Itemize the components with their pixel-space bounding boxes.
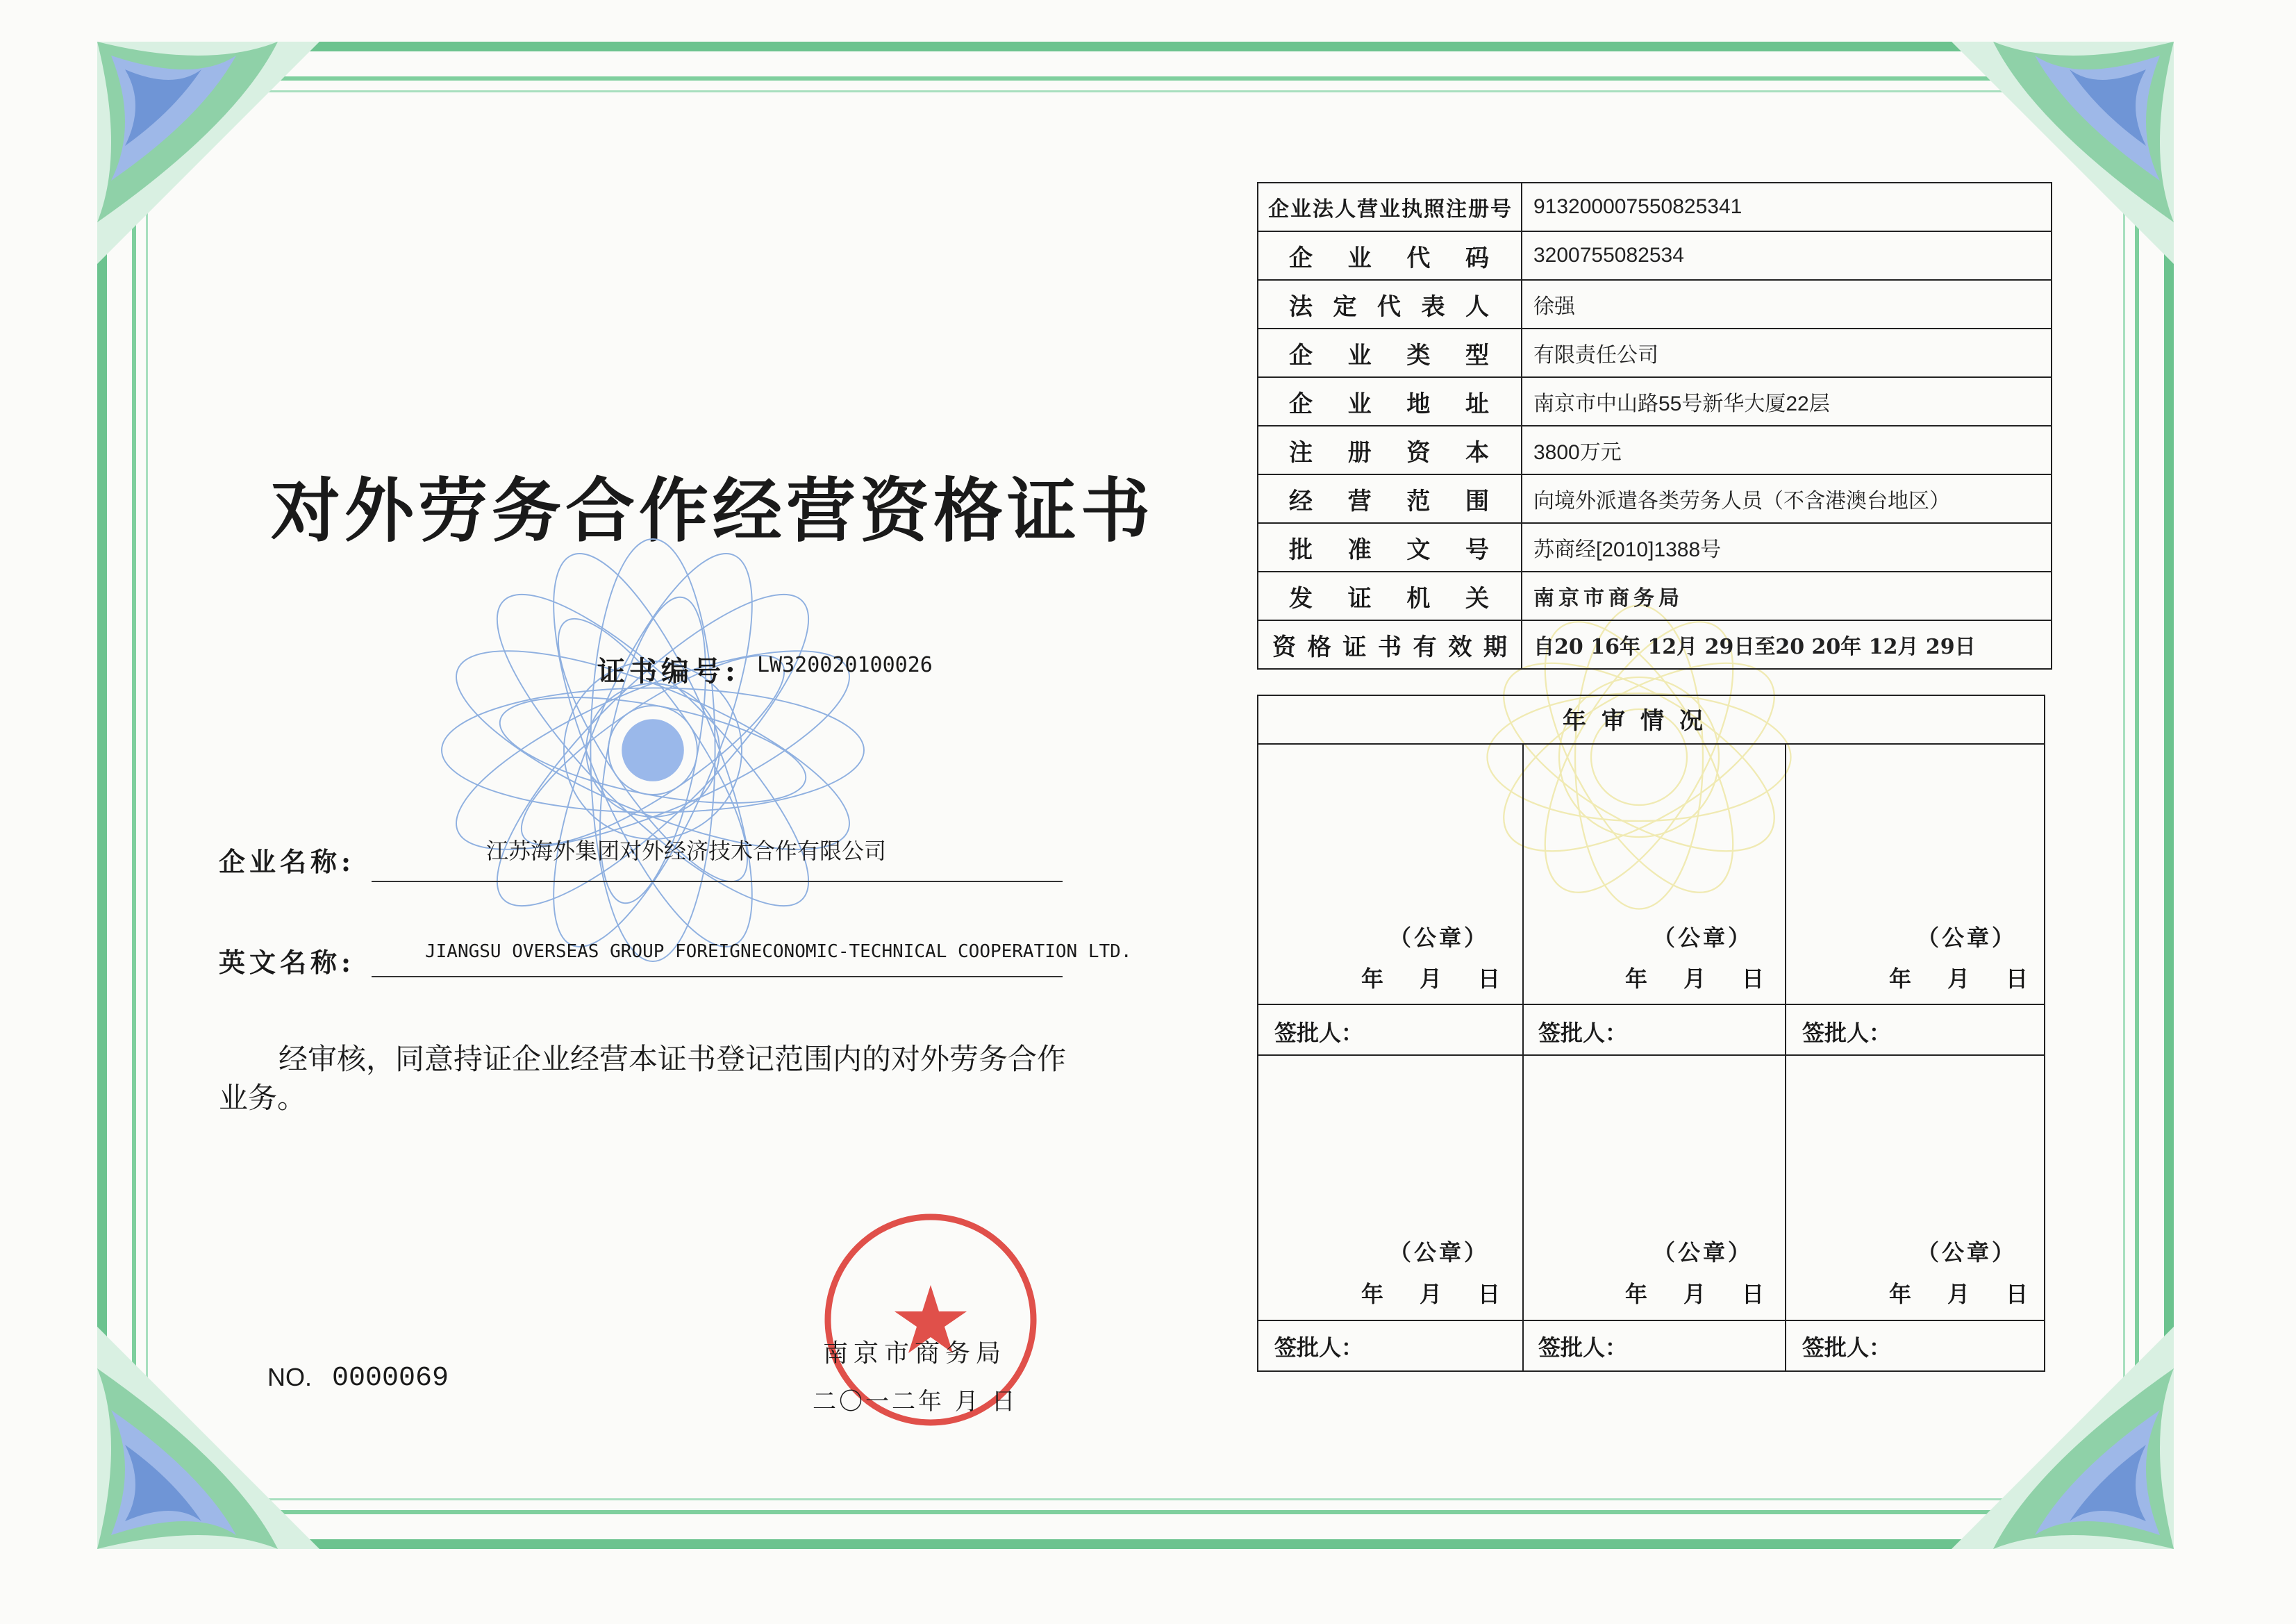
annual-grid-line <box>1257 743 2045 745</box>
info-value: 南京市中山路55号新华大厦22层 <box>1522 377 2052 426</box>
english-name-underline <box>372 976 1063 977</box>
certificate-title: 对外劳务合作经营资格证书 <box>271 470 1154 552</box>
date-label: 年月日 <box>1889 1281 2065 1307</box>
approval-statement: 经审核，同意持证企业经营本证书登记范围内的对外劳务合作业务。 <box>219 1044 1067 1115</box>
corner-ornament-top-left <box>97 42 319 264</box>
info-value: 苏商经[2010]1388号 <box>1522 523 2052 572</box>
info-label: 发证机关 <box>1258 572 1522 620</box>
seal-label: （公章） <box>1653 1239 1754 1266</box>
info-value: 有限责任公司 <box>1522 329 2052 377</box>
info-label: 企业法人营业执照注册号 <box>1258 183 1522 231</box>
table-row <box>1258 474 2052 523</box>
seal-label: （公章） <box>1389 925 1490 951</box>
approver-label: 签批人： <box>1274 1020 1364 1046</box>
cert-number-value: LW320020100026 <box>757 653 933 677</box>
annual-grid-line <box>1257 1004 2045 1005</box>
company-name-value: 江苏海外集团对外经济技术合作有限公司 <box>486 838 887 863</box>
date-label: 年月日 <box>1361 966 1537 992</box>
seal-label: （公章） <box>1653 925 1754 951</box>
info-label: 资格证书有效期 <box>1258 620 1522 669</box>
seal-label: （公章） <box>1389 1239 1490 1266</box>
table-row <box>1258 183 2052 231</box>
cert-number-label: 证书编号: <box>597 655 740 688</box>
annual-review-title: 年审情况 <box>1563 707 1718 735</box>
issue-date: 二〇一二年 月 日 <box>813 1388 1018 1416</box>
table-row <box>1258 620 2052 669</box>
info-value: 3800万元 <box>1522 426 2052 474</box>
company-name-underline <box>372 881 1063 882</box>
approver-label: 签批人： <box>1802 1334 1892 1361</box>
english-name-label: 英文名称: <box>219 947 356 978</box>
info-label: 企业地址 <box>1258 377 1522 426</box>
table-row <box>1258 329 2052 377</box>
seal-label: （公章） <box>1917 925 2018 951</box>
serial-number-value: 0000069 <box>332 1363 449 1394</box>
info-label: 企业类型 <box>1258 329 1522 377</box>
serial-number-label: NO. <box>267 1363 313 1391</box>
info-label: 法定代表人 <box>1258 280 1522 329</box>
approver-label: 签批人： <box>1538 1020 1628 1046</box>
info-value: 向境外派遣各类劳务人员（不含港澳台地区） <box>1522 474 2052 523</box>
enterprise-info-table <box>1257 182 2052 670</box>
table-row <box>1258 377 2052 426</box>
approver-label: 签批人： <box>1538 1334 1628 1361</box>
info-value: 南京市商务局 <box>1522 572 2052 620</box>
guilloche-rosette <box>431 528 875 972</box>
info-value: 自20 16年 12月 29日至20 20年 12月 29日 <box>1522 620 2052 669</box>
annual-review-box <box>1257 695 2045 1372</box>
approver-label: 签批人： <box>1274 1334 1364 1361</box>
info-value: 913200007550825341 <box>1522 183 2052 231</box>
annual-grid-line <box>1257 1054 2045 1056</box>
info-value: 3200755082534 <box>1522 231 2052 280</box>
date-label: 年月日 <box>1361 1281 1537 1307</box>
seal-label: （公章） <box>1917 1239 2018 1266</box>
corner-ornament-bottom-left <box>97 1327 319 1549</box>
company-name-label: 企业名称: <box>219 846 356 877</box>
info-label: 经营范围 <box>1258 474 1522 523</box>
table-row <box>1258 572 2052 620</box>
approver-label: 签批人： <box>1802 1020 1892 1046</box>
table-row <box>1258 523 2052 572</box>
table-row <box>1258 231 2052 280</box>
annual-grid-line <box>1257 1320 2045 1321</box>
issuer-name: 南京市商务局 <box>823 1339 1007 1368</box>
date-label: 年月日 <box>1625 966 1801 992</box>
date-label: 年月日 <box>1889 966 2065 992</box>
info-value: 徐强 <box>1522 280 2052 329</box>
english-name-value: JIANGSU OVERSEAS GROUP FOREIGNECONOMIC-TECHNICAL COOPERATION LTD. <box>425 941 1132 962</box>
table-row <box>1258 280 2052 329</box>
info-label: 批准文号 <box>1258 523 1522 572</box>
table-row <box>1258 426 2052 474</box>
info-label: 注册资本 <box>1258 426 1522 474</box>
date-label: 年月日 <box>1625 1281 1801 1307</box>
info-label: 企业代码 <box>1258 231 1522 280</box>
